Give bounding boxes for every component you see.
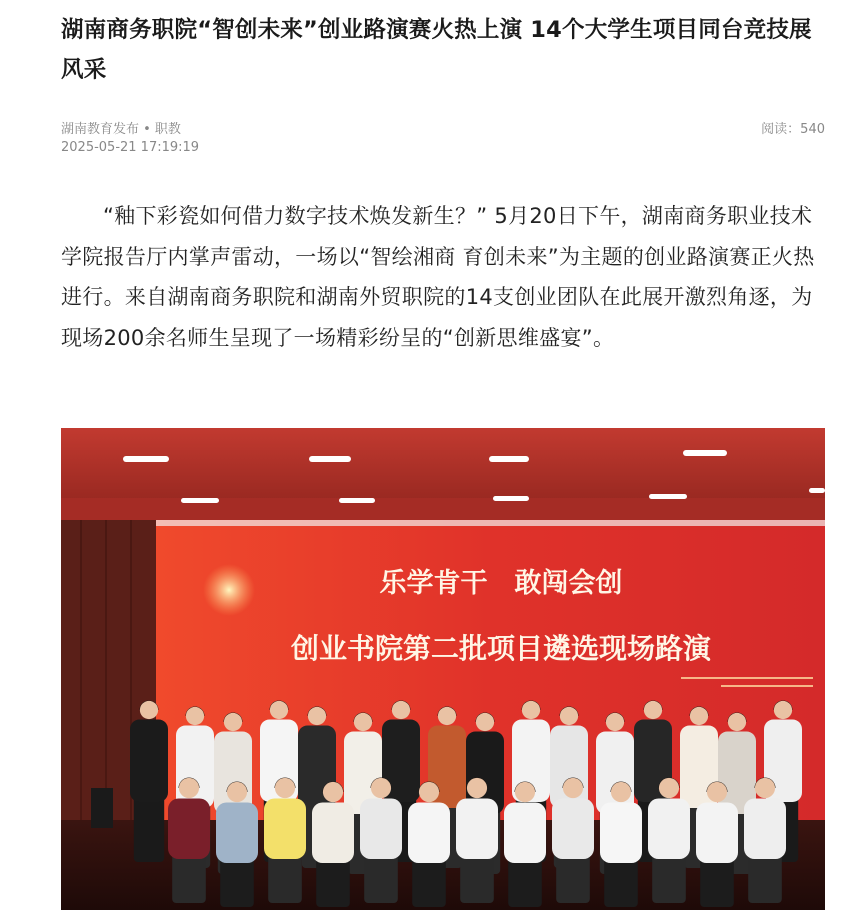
read-count: 阅读：540 <box>761 122 825 137</box>
ceiling-beam <box>61 498 825 520</box>
article-source[interactable]: 湖南教育发布 • 职教 <box>61 122 181 137</box>
event-photo[interactable] <box>61 428 825 910</box>
event-photo-illustration <box>61 428 825 910</box>
screen-top-edge <box>156 520 825 526</box>
light-flare <box>203 564 255 616</box>
banner-line-2: 创业书院第二批项目遴选现场路演 <box>290 632 712 665</box>
article-title: 湖南商务职院“智创未来”创业路演赛火热上演 14个大学生项目同台竞技展风采 <box>61 17 812 83</box>
person <box>130 701 168 863</box>
banner-line-1: 乐学肯干 敢闯会创 <box>379 568 623 599</box>
article-timestamp: 2025-05-21 17:19:19 <box>61 140 200 155</box>
article-paragraph: “釉下彩瓷如何借力数字技术焕发新生？” 5月20日下午，湖南商务职业技术学院报告厅内掌声雷动，一场以“智绘湘商 育创未来”为主题的创业路演赛正火热进行。来自湖南商务职院和湖南外贸职院的14支创业团队在此展开激烈角逐，为现场200余名师生呈现了一场精彩纷呈的“创新思维盛宴”。 <box>61 204 815 350</box>
equipment <box>91 788 113 828</box>
